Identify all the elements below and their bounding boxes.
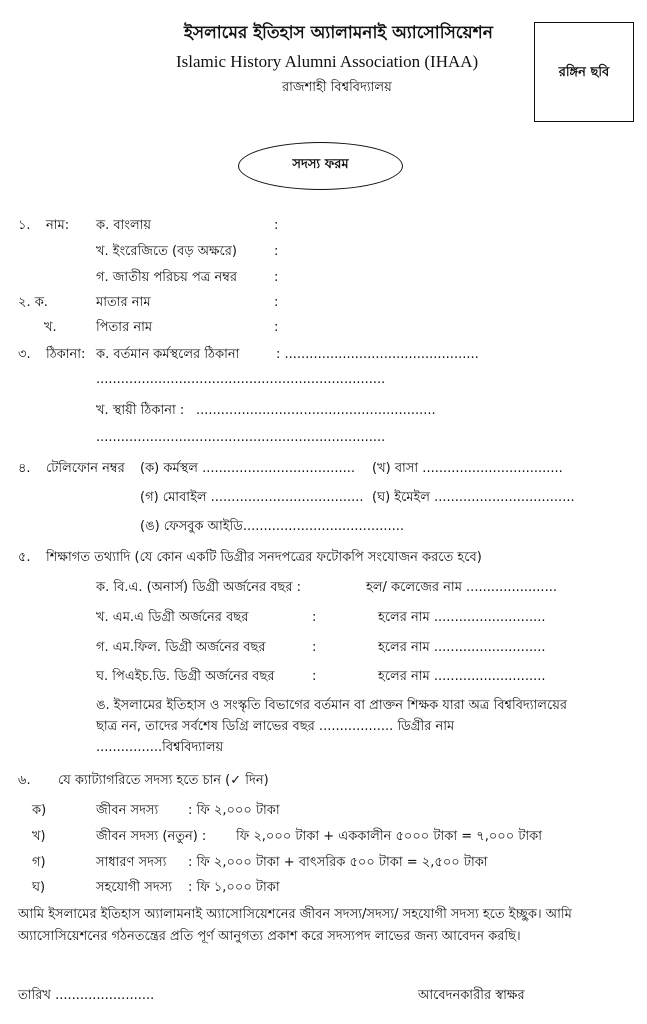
name-bangla-label: ক. বাংলায়	[96, 218, 152, 233]
colon: :	[274, 244, 279, 259]
colon: :	[274, 218, 279, 233]
ba-hall-label: হল/ কলেজের নাম ......................	[366, 580, 557, 595]
category-mark: ক)	[32, 803, 47, 818]
association-title-bengali: ইসলামের ইতিহাস অ্যালামনাই অ্যাসোসিয়েশন	[184, 23, 493, 43]
form-title: সদস্য ফরম	[238, 142, 403, 190]
facebook-id: (ঙ) ফেসবুক আইডি.......................................	[140, 519, 405, 534]
colon: :	[312, 669, 317, 684]
phone-mobile: (গ) মোবাইল .....................................	[140, 490, 364, 505]
category-fee: : ফি ২,০০০ টাকা	[188, 803, 280, 818]
phd-hall-label: হলের নাম ...........................	[378, 669, 546, 684]
phone-home: (খ) বাসা ..................................	[372, 461, 563, 476]
address-line: ......................................................................	[96, 430, 386, 445]
category-fee: ফি ২,০০০ টাকা + এককালীন ৫০০০ টাকা = ৭,০০০ টাকা	[236, 829, 543, 844]
s1-number: ১.	[18, 218, 31, 233]
s4-number: ৪.	[18, 461, 31, 476]
category-type: জীবন সদস্য (নতুন) :	[96, 829, 207, 844]
date-field: তারিখ ........................	[18, 988, 155, 1003]
category-mark: ঘ)	[32, 880, 46, 895]
nid-label: গ. জাতীয় পরিচয় পত্র নম্বর	[96, 270, 238, 285]
colon: :	[274, 295, 279, 310]
colon: :	[274, 320, 279, 335]
s2-number: ২. ক.	[18, 295, 48, 310]
phone-work: (ক) কর্মস্থল .....................................	[140, 461, 356, 476]
present-address-line: : ...............................................	[276, 347, 479, 362]
telephone-label: টেলিফোন নম্বর	[46, 461, 125, 476]
colon: :	[312, 610, 317, 625]
category-fee: : ফি ১,০০০ টাকা	[188, 880, 280, 895]
email: (ঘ) ইমেইল ..................................	[372, 490, 575, 505]
ma-hall-label: হলের নাম ...........................	[378, 610, 546, 625]
declaration-line2: অ্যাসোসিয়েশনের গঠনতন্ত্রের প্রতি পূর্ণ আনুগত্য প্রকাশ করে সদস্যপদ লাভের জন্য আবেদন করছি।	[18, 929, 521, 944]
s3-label: ঠিকানা:	[46, 347, 86, 362]
present-address-label: ক. বর্তমান কর্মস্থলের ঠিকানা	[96, 347, 240, 362]
name-english-label: খ. ইংরেজিতে (বড় অক্ষরে)	[96, 244, 237, 259]
address-line: ......................................................................	[96, 372, 386, 387]
teacher-note-line3: ................বিশ্ববিদ্যালয়	[96, 740, 224, 755]
category-type: জীবন সদস্য	[96, 803, 159, 818]
s2-kha: খ.	[44, 320, 57, 335]
university-name: রাজশাহী বিশ্ববিদ্যালয়	[282, 80, 392, 95]
category-fee: : ফি ২,০০০ টাকা + বাৎসরিক ৫০০ টাকা = ২,৫০০ টাকা	[188, 855, 488, 870]
mother-name-label: মাতার নাম	[96, 295, 151, 310]
s5-number: ৫.	[18, 550, 31, 565]
colon: :	[312, 640, 317, 655]
association-title-english: Islamic History Alumni Association (IHAA)	[176, 52, 479, 71]
teacher-note-line1: ঙ. ইসলামের ইতিহাস ও সংস্কৃতি বিভাগের বর্তমান বা প্রাক্তন শিক্ষক যারা অত্র বিশ্ববিদ্যালয়ের	[96, 698, 568, 713]
mphil-year-label: গ. এম.ফিল. ডিগ্রী অর্জনের বছর	[96, 640, 266, 655]
photo-label: রঙ্গিন ছবি	[558, 65, 610, 80]
declaration-line1: আমি ইসলামের ইতিহাস অ্যালামনাই অ্যাসোসিয়েশনের জীবন সদস্য/সদস্য/ সহযোগী সদস্য হতে ইচ্ছুক। আমি	[18, 907, 572, 922]
category-type: সাধারণ সদস্য	[96, 855, 167, 870]
phd-year-label: ঘ. পিএইচ.ডি. ডিগ্রী অর্জনের বছর	[96, 669, 275, 684]
permanent-address-line: ..........................................................	[196, 403, 436, 418]
ma-year-label: খ. এম.এ ডিগ্রী অর্জনের বছর	[96, 610, 249, 625]
teacher-note-line2: ছাত্র নন, তাদের সর্বশেষ ডিগ্রি লাভের বছর .................. ডিগ্রীর নাম	[96, 719, 455, 734]
mphil-hall-label: হলের নাম ...........................	[378, 640, 546, 655]
photo-box	[534, 22, 634, 122]
s6-number: ৬.	[18, 773, 31, 788]
category-type: সহযোগী সদস্য	[96, 880, 173, 895]
category-mark: গ)	[32, 855, 46, 870]
ba-year-label: ক. বি.এ. (অনার্স) ডিগ্রী অর্জনের বছর :	[96, 580, 302, 595]
applicant-signature-label: আবেদনকারীর স্বাক্ষর	[418, 988, 525, 1003]
s1-label: নাম:	[46, 218, 70, 233]
category-mark: খ)	[32, 829, 46, 844]
father-name-label: পিতার নাম	[96, 320, 153, 335]
colon: :	[274, 270, 279, 285]
s3-number: ৩.	[18, 347, 31, 362]
education-title: শিক্ষাগত তথ্যাদি (যে কোন একটি ডিগ্রীর সনদপত্রের ফটোকপি সংযোজন করতে হবে)	[46, 550, 482, 565]
permanent-address-label: খ. স্থায়ী ঠিকানা :	[96, 403, 185, 418]
category-title: যে ক্যাট্যাগরিতে সদস্য হতে চান (✓ দিন)	[58, 773, 269, 788]
